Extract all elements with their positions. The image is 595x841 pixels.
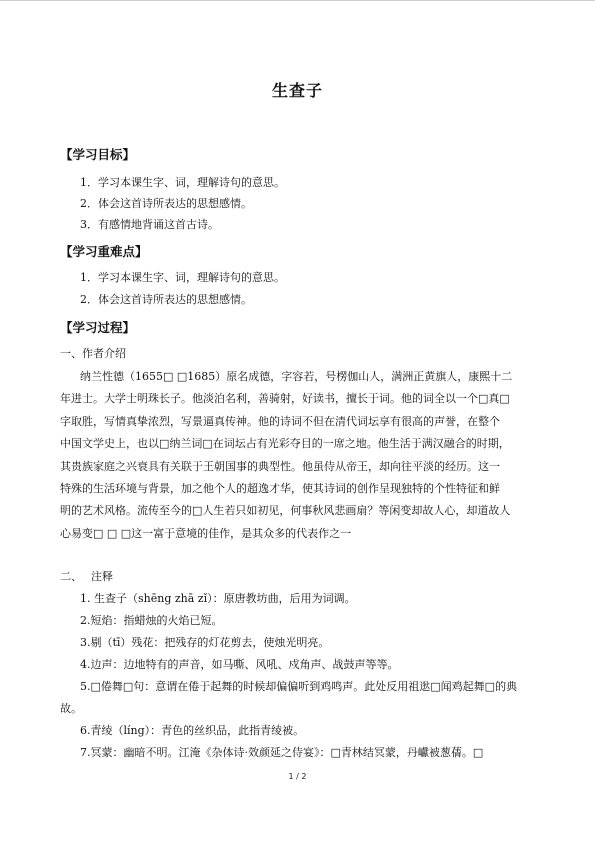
note-item: 3.剔（tī）残花：把残存的灯花剪去，使烛光明亮。 [80,636,330,649]
section-author-heading: 一、作者介绍 [60,347,126,360]
author-paragraph-line: 纳兰性德（1655□ □1685）原名成德，字容若，号楞伽山人，满洲正黄旗人，康熙十二 [80,370,513,383]
note-item: 7.冥蒙：幽暗不明。江淹《杂体诗·效颜延之侍宴》：□青林结冥蒙，丹巘被葱蒨。□ [80,746,484,759]
goal-item: 3．有感情地背诵这首古诗。 [80,218,219,231]
note-item: 6.青绫（líng）：青色的丝织品，此指青绫被。 [80,724,305,737]
note-item: 1. 生查子（shēng zhā zǐ）：原唐教坊曲，后用为词调。 [80,592,356,605]
top-border [0,0,595,1]
author-paragraph-line: 心易变□ □ □这一富于意境的佳作，是其众多的代表作之一 [60,527,352,540]
goal-item: 2．体会这首诗所表达的思想感情。 [80,197,252,210]
key-point-item: 1．学习本课生字、词，理解诗句的意思。 [80,271,285,284]
author-paragraph-line: 特殊的生活环境与背景，加之他个人的超逸才华，使其诗词的创作呈现独特的个性特征和鲜 [60,482,500,495]
author-paragraph-line: 字取胜，写情真挚浓烈，写景逼真传神。他的诗词不但在清代词坛享有很高的声誉，在整个 [60,415,500,428]
note-item: 5.□倦舞□句：意谓在倦于起舞的时候却偏偏听到鸡鸣声。此处反用祖逖□闻鸡起舞□的典 [80,680,518,693]
author-paragraph-line: 其贵族家庭之兴衰具有关联于王朝国事的典型性。他虽侍从帝王，却向往平淡的经历。这一 [60,460,500,473]
heading-key-points: 【学习重难点】 [60,244,148,259]
goal-item: 1．学习本课生字、词，理解诗句的意思。 [80,176,285,189]
page-title: 生查子 [271,81,323,100]
heading-process: 【学习过程】 [60,320,136,335]
note-item-continuation: 故。 [60,702,82,715]
author-paragraph-line: 年进士。大学士明珠长子。他淡泊名利，善骑射，好读书，擅长于词。他的词全以一个□真□ [60,392,510,405]
note-item: 2.短焰：指蜡烛的火焰已短。 [80,614,223,627]
note-item: 4.边声：边地特有的声音，如马嘶、风吼、戍角声、战鼓声等等。 [80,658,399,671]
author-paragraph-line: 中国文学史上，也以□纳兰词□在词坛占有光彩夺目的一席之地。他生活于满汉融合的时期， [60,437,510,450]
key-point-item: 2．体会这首诗所表达的思想感情。 [80,293,252,306]
page-number: 1 / 2 [288,772,307,781]
heading-goals: 【学习目标】 [60,147,136,162]
author-paragraph-line: 明的艺术风格。流传至今的□人生若只如初见，何事秋风悲画扇？等闲变却故人心，却道故人 [60,504,511,517]
section-notes-heading: 二、 注释 [60,570,113,583]
